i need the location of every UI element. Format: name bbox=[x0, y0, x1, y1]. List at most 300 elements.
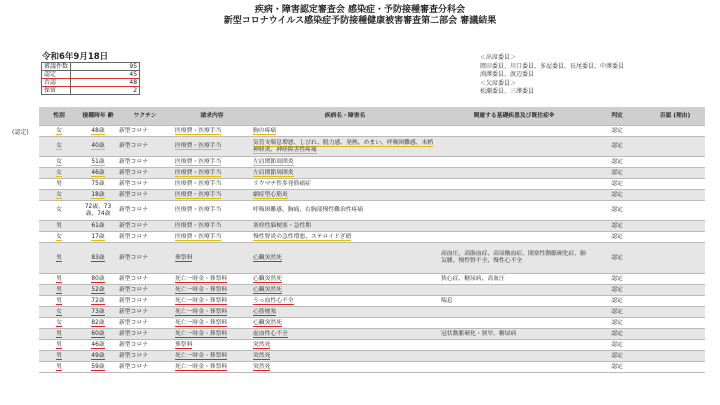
disease-text: 心筋梗塞 bbox=[253, 308, 277, 315]
result-cell bbox=[589, 340, 645, 351]
claim-text: 医療費・医療手当 bbox=[175, 180, 222, 187]
result-text: 認定 bbox=[611, 127, 623, 134]
claim-text: 医療費・医療手当 bbox=[175, 222, 222, 229]
vaccine-text: 新型コロナ bbox=[119, 158, 148, 165]
disease-cell bbox=[251, 232, 439, 243]
vaccine-cell bbox=[117, 221, 173, 232]
disease-cell bbox=[251, 307, 439, 318]
table-row bbox=[39, 126, 705, 137]
committee-members bbox=[480, 54, 624, 97]
sex-text: 男 bbox=[56, 222, 62, 229]
header-basic-disease: 関連する基礎疾患及び既往症※ bbox=[439, 107, 589, 126]
sex-cell bbox=[39, 221, 79, 232]
disease-cell bbox=[251, 157, 439, 168]
result-text: 認定 bbox=[611, 143, 623, 149]
result-text: 認定 bbox=[611, 308, 623, 315]
sex-cell bbox=[39, 168, 79, 179]
basic-disease-cell bbox=[439, 243, 589, 274]
summary-row bbox=[42, 71, 140, 79]
disease-cell bbox=[251, 126, 439, 137]
reason-cell bbox=[645, 168, 705, 179]
vaccine-cell bbox=[117, 157, 173, 168]
table-row bbox=[39, 329, 705, 340]
summary-table bbox=[41, 62, 140, 95]
sex-cell bbox=[39, 296, 79, 307]
claim-cell bbox=[173, 168, 251, 179]
vaccine-cell bbox=[117, 285, 173, 296]
age-cell bbox=[79, 232, 117, 243]
result-text: 認定 bbox=[611, 275, 623, 282]
claim-cell bbox=[173, 340, 251, 351]
disease-text: 心臓突然死 bbox=[253, 254, 282, 261]
age-text: 61歳 bbox=[91, 222, 105, 229]
result-cell bbox=[589, 190, 645, 201]
age-text: 75歳 bbox=[91, 180, 105, 187]
result-cell bbox=[589, 318, 645, 329]
summary-value: 2 bbox=[71, 87, 140, 95]
section-label: (認定) bbox=[12, 129, 29, 136]
basic-disease-cell bbox=[439, 296, 589, 307]
result-cell bbox=[589, 179, 645, 190]
vaccine-cell bbox=[117, 307, 173, 318]
vaccine-cell bbox=[117, 168, 173, 179]
basic-disease-text: 狭心症、糖尿病、高血圧 bbox=[441, 275, 505, 282]
age-cell bbox=[79, 318, 117, 329]
table-row bbox=[39, 232, 705, 243]
sex-text: 男 bbox=[56, 352, 62, 359]
age-cell bbox=[79, 340, 117, 351]
claim-cell bbox=[173, 285, 251, 296]
result-text: 認定 bbox=[611, 180, 623, 187]
basic-disease-text: 喘息 bbox=[441, 297, 453, 304]
reason-cell bbox=[645, 318, 705, 329]
vaccine-text: 新型コロナ bbox=[119, 297, 148, 304]
result-cell bbox=[589, 274, 645, 285]
disease-text: 突然死 bbox=[253, 341, 271, 348]
basic-disease-cell bbox=[439, 126, 589, 137]
meeting-date: 令和6年9月18日 bbox=[42, 52, 109, 62]
table-header-row bbox=[39, 107, 705, 126]
sex-text: 男 bbox=[56, 297, 62, 304]
sex-text: 男 bbox=[56, 254, 62, 261]
sex-cell bbox=[39, 126, 79, 137]
basic-disease-cell bbox=[439, 362, 589, 373]
sex-text: 男 bbox=[56, 330, 62, 337]
vaccine-cell bbox=[117, 318, 173, 329]
summary-value: 95 bbox=[71, 63, 140, 71]
basic-disease-cell bbox=[439, 340, 589, 351]
vaccine-cell bbox=[117, 296, 173, 307]
table-row bbox=[39, 307, 705, 318]
table-row bbox=[39, 179, 705, 190]
claim-cell bbox=[173, 296, 251, 307]
result-cell bbox=[589, 351, 645, 362]
table-row bbox=[39, 318, 705, 329]
age-cell bbox=[79, 274, 117, 285]
results-table bbox=[39, 107, 705, 373]
age-text: 17歳 bbox=[91, 233, 105, 240]
claim-text: 死亡一時金・葬祭料 bbox=[175, 319, 228, 326]
basic-disease-cell bbox=[439, 329, 589, 340]
summary-label: 保留 bbox=[42, 87, 71, 95]
sex-text: 女 bbox=[56, 207, 62, 213]
result-cell bbox=[589, 243, 645, 274]
claim-cell bbox=[173, 126, 251, 137]
sex-text: 男 bbox=[56, 275, 62, 282]
header-reason: 否認 (理由) bbox=[645, 107, 705, 126]
header-vaccine: ワクチン bbox=[117, 107, 173, 126]
summary-label: 認定 bbox=[42, 71, 71, 79]
basic-disease-cell bbox=[439, 318, 589, 329]
vaccine-text: 新型コロナ bbox=[119, 363, 148, 370]
table-row bbox=[39, 362, 705, 373]
claim-cell bbox=[173, 307, 251, 318]
result-text: 認定 bbox=[611, 222, 623, 229]
basic-disease-cell bbox=[439, 232, 589, 243]
basic-disease-cell bbox=[439, 351, 589, 362]
result-text: 認定 bbox=[611, 207, 623, 213]
sex-cell bbox=[39, 274, 79, 285]
reason-cell bbox=[645, 351, 705, 362]
vaccine-cell bbox=[117, 179, 173, 190]
claim-cell bbox=[173, 221, 251, 232]
age-text: 46歳 bbox=[91, 169, 105, 176]
result-cell bbox=[589, 201, 645, 221]
sex-text: 女 bbox=[56, 143, 62, 149]
sex-text: 女 bbox=[56, 319, 62, 326]
sex-cell bbox=[39, 243, 79, 274]
result-text: 認定 bbox=[611, 330, 623, 337]
sex-text: 男 bbox=[56, 341, 62, 348]
disease-text: 塞栓性脳梗塞・急性期 bbox=[253, 222, 311, 229]
table-body bbox=[39, 126, 705, 373]
disease-cell bbox=[251, 137, 439, 157]
claim-text: 医療費・医療手当 bbox=[175, 158, 222, 165]
age-cell bbox=[79, 307, 117, 318]
reason-cell bbox=[645, 274, 705, 285]
disease-text: 左肩関節周囲炎 bbox=[253, 169, 294, 176]
basic-disease-cell bbox=[439, 221, 589, 232]
vaccine-cell bbox=[117, 351, 173, 362]
age-cell bbox=[79, 157, 117, 168]
reason-cell bbox=[645, 232, 705, 243]
result-cell bbox=[589, 221, 645, 232]
disease-cell bbox=[251, 296, 439, 307]
reason-cell bbox=[645, 329, 705, 340]
disease-cell bbox=[251, 340, 439, 351]
claim-text: 死亡一時金・葬祭料 bbox=[175, 297, 228, 304]
members-list: 松瀬委員、三澤委員 bbox=[480, 88, 535, 95]
age-text: 40歳 bbox=[91, 143, 105, 149]
result-cell bbox=[589, 232, 645, 243]
basic-disease-text: 冠状動脈硬化・狭窄、糖尿病 bbox=[441, 330, 517, 337]
claim-text: 葬祭料 bbox=[175, 341, 193, 348]
age-cell bbox=[79, 168, 117, 179]
sex-text: 女 bbox=[56, 169, 62, 176]
claim-text: 死亡一時金・葬祭料 bbox=[175, 308, 228, 315]
claim-cell bbox=[173, 274, 251, 285]
table-row bbox=[39, 274, 705, 285]
claim-cell bbox=[173, 232, 251, 243]
reason-cell bbox=[645, 137, 705, 157]
disease-text: 突然死 bbox=[253, 352, 271, 359]
table-row bbox=[39, 340, 705, 351]
sex-cell bbox=[39, 179, 79, 190]
age-cell bbox=[79, 137, 117, 157]
table-row bbox=[39, 190, 705, 201]
table-row bbox=[39, 296, 705, 307]
disease-text: 気管支喘息増悪、しびれ、脱力感、発熱、めまい、呼吸困難感、末梢神経炎、神経障害性疼痛 bbox=[253, 139, 434, 153]
sex-cell bbox=[39, 137, 79, 157]
summary-row bbox=[42, 63, 140, 71]
disease-cell bbox=[251, 179, 439, 190]
header-result: 判定 bbox=[589, 107, 645, 126]
vaccine-text: 新型コロナ bbox=[119, 191, 148, 198]
table-row bbox=[39, 243, 705, 274]
vaccine-text: 新型コロナ bbox=[119, 286, 148, 293]
table-row bbox=[39, 157, 705, 168]
sex-cell bbox=[39, 307, 79, 318]
age-text: 49歳 bbox=[91, 352, 105, 359]
claim-cell bbox=[173, 157, 251, 168]
basic-disease-cell bbox=[439, 307, 589, 318]
vaccine-cell bbox=[117, 243, 173, 274]
table-row bbox=[39, 221, 705, 232]
age-text: 52歳 bbox=[91, 286, 105, 293]
disease-cell bbox=[251, 168, 439, 179]
basic-disease-cell bbox=[439, 201, 589, 221]
age-cell bbox=[79, 329, 117, 340]
result-cell bbox=[589, 168, 645, 179]
reason-cell bbox=[645, 243, 705, 274]
basic-disease-text: 高血圧、高脂血症、高尿酸血症、閉塞性動脈硬化症、肺気腫、慢性腎不全、慢性心不全 bbox=[441, 251, 586, 264]
age-text: 80歳 bbox=[91, 275, 105, 282]
vaccine-cell bbox=[117, 274, 173, 285]
claim-cell bbox=[173, 179, 251, 190]
claim-text: 医療費・医療手当 bbox=[175, 169, 222, 176]
age-cell bbox=[79, 126, 117, 137]
vaccine-text: 新型コロナ bbox=[119, 352, 148, 359]
summary-value: 48 bbox=[71, 79, 140, 87]
summary-label: 審議件数 bbox=[42, 63, 71, 71]
age-cell bbox=[79, 243, 117, 274]
vaccine-cell bbox=[117, 340, 173, 351]
reason-cell bbox=[645, 340, 705, 351]
vaccine-cell bbox=[117, 137, 173, 157]
vaccine-cell bbox=[117, 362, 173, 373]
result-cell bbox=[589, 285, 645, 296]
result-text: 認定 bbox=[611, 297, 623, 304]
sex-text: 女 bbox=[56, 308, 62, 315]
basic-disease-cell bbox=[439, 137, 589, 157]
age-cell bbox=[79, 221, 117, 232]
summary-label: 否認 bbox=[42, 79, 71, 87]
table-row bbox=[39, 285, 705, 296]
claim-cell bbox=[173, 318, 251, 329]
sex-cell bbox=[39, 340, 79, 351]
claim-cell bbox=[173, 137, 251, 157]
header-age: 接種時年 齢 bbox=[79, 107, 117, 126]
result-cell bbox=[589, 137, 645, 157]
reason-cell bbox=[645, 157, 705, 168]
summary-row bbox=[42, 87, 140, 95]
vaccine-text: 新型コロナ bbox=[119, 207, 148, 213]
result-cell bbox=[589, 296, 645, 307]
claim-cell bbox=[173, 190, 251, 201]
vaccine-text: 新型コロナ bbox=[119, 308, 148, 315]
claim-text: 死亡一時金・葬祭料 bbox=[175, 352, 228, 359]
disease-cell bbox=[251, 274, 439, 285]
vaccine-text: 新型コロナ bbox=[119, 319, 148, 326]
age-cell bbox=[79, 285, 117, 296]
sex-cell bbox=[39, 190, 79, 201]
reason-cell bbox=[645, 179, 705, 190]
summary-value: 45 bbox=[71, 71, 140, 79]
disease-text: 劇症型心筋炎 bbox=[253, 191, 288, 198]
basic-disease-cell bbox=[439, 179, 589, 190]
header-sex: 性別 bbox=[39, 107, 79, 126]
reason-cell bbox=[645, 221, 705, 232]
header-disease: 疾病名・障害名 bbox=[251, 107, 439, 126]
result-text: 認定 bbox=[611, 158, 623, 165]
basic-disease-cell bbox=[439, 157, 589, 168]
table-row bbox=[39, 137, 705, 157]
sex-cell bbox=[39, 329, 79, 340]
basic-disease-cell bbox=[439, 168, 589, 179]
result-text: 認定 bbox=[611, 169, 623, 176]
claim-text: 医療費・医療手当 bbox=[175, 127, 222, 134]
reason-cell bbox=[645, 307, 705, 318]
reason-cell bbox=[645, 285, 705, 296]
disease-text: 左肩関節周囲炎 bbox=[253, 158, 294, 165]
disease-text: 慢性腎炎の急性増悪、ステロイドざ瘡 bbox=[253, 233, 352, 240]
sex-text: 男 bbox=[56, 363, 62, 370]
age-cell bbox=[79, 179, 117, 190]
result-text: 認定 bbox=[611, 191, 623, 198]
claim-text: 医療費・医療手当 bbox=[175, 233, 222, 240]
age-text: 73歳 bbox=[91, 308, 105, 315]
disease-text: 心臓突然死 bbox=[253, 275, 282, 282]
disease-cell bbox=[251, 243, 439, 274]
document-title-line-2: 新型コロナウイルス感染症予防接種健康被害審査第二部会 審議結果 bbox=[223, 16, 497, 26]
summary-row bbox=[42, 79, 140, 87]
disease-text: リウマチ性多発筋痛症 bbox=[253, 180, 311, 187]
claim-text: 葬祭料 bbox=[175, 254, 193, 261]
result-cell bbox=[589, 362, 645, 373]
result-text: 認定 bbox=[611, 352, 623, 359]
table-row bbox=[39, 351, 705, 362]
age-text: 60歳 bbox=[91, 330, 105, 337]
vaccine-text: 新型コロナ bbox=[119, 180, 148, 187]
claim-text: 医療費・医療手当 bbox=[175, 143, 222, 149]
claim-text: 死亡一時金・葬祭料 bbox=[175, 330, 228, 337]
result-text: 認定 bbox=[611, 363, 623, 370]
claim-text: 医療費・医療手当 bbox=[175, 207, 222, 213]
vaccine-text: 新型コロナ bbox=[119, 143, 148, 149]
claim-text: 医療費・医療手当 bbox=[175, 191, 222, 198]
claim-text: 死亡一時金・葬祭料 bbox=[175, 286, 228, 293]
age-text: 48歳 bbox=[91, 127, 105, 134]
claim-cell bbox=[173, 329, 251, 340]
vaccine-cell bbox=[117, 201, 173, 221]
vaccine-cell bbox=[117, 329, 173, 340]
vaccine-text: 新型コロナ bbox=[119, 330, 148, 337]
result-text: 認定 bbox=[611, 286, 623, 293]
members-heading: ＜欠席委員＞ bbox=[480, 79, 517, 87]
disease-cell bbox=[251, 362, 439, 373]
members-list: 岡田委員、川口委員、多屋委員、長尾委員、中澤委員 bbox=[480, 62, 625, 70]
sex-cell bbox=[39, 157, 79, 168]
sex-text: 女 bbox=[56, 127, 62, 134]
vaccine-cell bbox=[117, 190, 173, 201]
claim-cell bbox=[173, 351, 251, 362]
disease-cell bbox=[251, 190, 439, 201]
age-text: 18歳 bbox=[91, 191, 105, 198]
disease-cell bbox=[251, 221, 439, 232]
reason-cell bbox=[645, 126, 705, 137]
claim-cell bbox=[173, 201, 251, 221]
sex-text: 女 bbox=[56, 191, 62, 198]
reason-cell bbox=[645, 296, 705, 307]
vaccine-text: 新型コロナ bbox=[119, 169, 148, 176]
age-cell bbox=[79, 296, 117, 307]
members-heading: ＜出席委員＞ bbox=[480, 54, 517, 61]
disease-cell bbox=[251, 201, 439, 221]
age-cell bbox=[79, 190, 117, 201]
vaccine-text: 新型コロナ bbox=[119, 127, 148, 134]
vaccine-text: 新型コロナ bbox=[119, 233, 148, 240]
result-text: 認定 bbox=[611, 319, 623, 326]
sex-text: 男 bbox=[56, 286, 62, 293]
disease-text: 心臓突然死 bbox=[253, 286, 282, 293]
result-cell bbox=[589, 329, 645, 340]
sex-text: 女 bbox=[56, 158, 62, 165]
vaccine-cell bbox=[117, 126, 173, 137]
result-text: 認定 bbox=[611, 341, 623, 348]
sex-text: 女 bbox=[56, 233, 62, 240]
disease-cell bbox=[251, 285, 439, 296]
age-cell bbox=[79, 351, 117, 362]
result-cell bbox=[589, 157, 645, 168]
disease-text: 虚血性心不全 bbox=[253, 330, 288, 337]
sex-cell bbox=[39, 285, 79, 296]
vaccine-text: 新型コロナ bbox=[119, 275, 148, 282]
members-list: 渕澤委員、渡辺委員 bbox=[480, 71, 535, 78]
sex-cell bbox=[39, 201, 79, 221]
result-text: 認定 bbox=[611, 233, 623, 240]
result-text: 認定 bbox=[611, 254, 623, 261]
disease-text: 突然死 bbox=[253, 363, 271, 370]
header-claim: 請求内容 bbox=[173, 107, 251, 126]
table-row bbox=[39, 168, 705, 179]
basic-disease-cell bbox=[439, 274, 589, 285]
age-text: 46歳 bbox=[91, 341, 105, 348]
sex-cell bbox=[39, 232, 79, 243]
sex-cell bbox=[39, 362, 79, 373]
vaccine-text: 新型コロナ bbox=[119, 222, 148, 229]
age-cell bbox=[79, 201, 117, 221]
sex-cell bbox=[39, 318, 79, 329]
reason-cell bbox=[645, 190, 705, 201]
disease-text: 胸の疼痛 bbox=[253, 127, 277, 134]
basic-disease-cell bbox=[439, 285, 589, 296]
age-text: 72歳、73歳、74歳 bbox=[84, 203, 112, 217]
claim-cell bbox=[173, 362, 251, 373]
age-text: 83歳 bbox=[91, 254, 105, 261]
age-cell bbox=[79, 362, 117, 373]
disease-text: 呼吸困難感、胸痛、右胸部慢性難治性疼痛 bbox=[253, 207, 364, 213]
sex-text: 男 bbox=[56, 180, 62, 187]
